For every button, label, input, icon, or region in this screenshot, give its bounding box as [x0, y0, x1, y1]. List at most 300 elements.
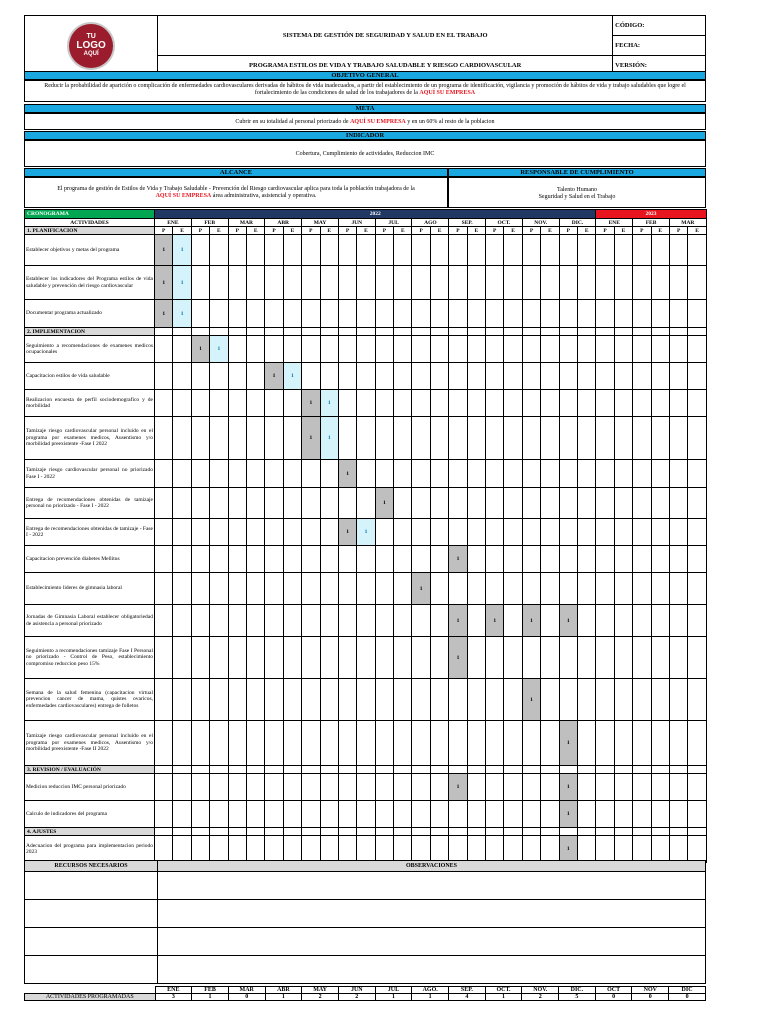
planned-cell[interactable] — [302, 235, 320, 266]
executed-cell[interactable] — [430, 460, 448, 488]
executed-cell[interactable] — [210, 417, 228, 460]
executed-cell[interactable] — [394, 488, 412, 519]
planned-cell[interactable] — [375, 573, 393, 605]
executed-cell[interactable] — [467, 300, 485, 328]
planned-cell[interactable] — [596, 573, 614, 605]
planned-cell[interactable] — [633, 774, 651, 801]
executed-cell[interactable] — [577, 801, 595, 828]
planned-cell[interactable] — [669, 637, 687, 679]
planned-cell[interactable] — [559, 488, 577, 519]
executed-cell[interactable] — [173, 519, 191, 546]
executed-cell[interactable] — [541, 460, 559, 488]
planned-cell[interactable] — [228, 235, 246, 266]
planned-cell[interactable] — [633, 390, 651, 417]
executed-cell[interactable] — [467, 363, 485, 390]
executed-cell[interactable] — [430, 488, 448, 519]
executed-cell[interactable]: 1 — [283, 363, 301, 390]
planned-cell[interactable] — [449, 721, 467, 766]
planned-cell[interactable] — [559, 573, 577, 605]
planned-cell[interactable] — [228, 721, 246, 766]
planned-cell[interactable] — [191, 774, 209, 801]
executed-cell[interactable] — [320, 721, 338, 766]
executed-cell[interactable] — [504, 519, 522, 546]
observacion-cell[interactable] — [158, 928, 706, 956]
executed-cell[interactable] — [467, 519, 485, 546]
planned-cell[interactable] — [669, 774, 687, 801]
executed-cell[interactable] — [357, 774, 375, 801]
executed-cell[interactable] — [357, 390, 375, 417]
executed-cell[interactable] — [210, 721, 228, 766]
planned-cell[interactable] — [338, 300, 356, 328]
executed-cell[interactable] — [541, 573, 559, 605]
executed-cell[interactable] — [430, 605, 448, 637]
planned-cell[interactable] — [155, 363, 173, 390]
planned-cell[interactable] — [375, 460, 393, 488]
planned-cell[interactable] — [669, 417, 687, 460]
executed-cell[interactable] — [246, 390, 264, 417]
planned-cell[interactable] — [669, 801, 687, 828]
executed-cell[interactable] — [577, 605, 595, 637]
executed-cell[interactable] — [504, 363, 522, 390]
executed-cell[interactable] — [688, 417, 706, 460]
executed-cell[interactable] — [210, 546, 228, 573]
planned-cell[interactable] — [559, 390, 577, 417]
executed-cell[interactable] — [246, 801, 264, 828]
planned-cell[interactable] — [375, 235, 393, 266]
planned-cell[interactable] — [449, 801, 467, 828]
planned-cell[interactable] — [486, 774, 504, 801]
planned-cell[interactable] — [155, 519, 173, 546]
planned-cell[interactable] — [302, 836, 320, 863]
executed-cell[interactable] — [357, 546, 375, 573]
executed-cell[interactable] — [210, 390, 228, 417]
executed-cell[interactable] — [467, 488, 485, 519]
planned-cell[interactable]: 1 — [522, 605, 540, 637]
executed-cell[interactable] — [320, 460, 338, 488]
executed-cell[interactable] — [210, 605, 228, 637]
executed-cell[interactable] — [541, 774, 559, 801]
planned-cell[interactable] — [265, 637, 283, 679]
executed-cell[interactable] — [320, 836, 338, 863]
planned-cell[interactable] — [633, 300, 651, 328]
recurso-cell[interactable] — [25, 928, 158, 956]
executed-cell[interactable] — [173, 363, 191, 390]
executed-cell[interactable] — [320, 637, 338, 679]
planned-cell[interactable] — [669, 679, 687, 721]
planned-cell[interactable] — [302, 774, 320, 801]
planned-cell[interactable] — [375, 546, 393, 573]
planned-cell[interactable] — [596, 235, 614, 266]
planned-cell[interactable] — [633, 519, 651, 546]
executed-cell[interactable] — [320, 519, 338, 546]
planned-cell[interactable]: 1 — [155, 300, 173, 328]
planned-cell[interactable] — [449, 573, 467, 605]
planned-cell[interactable] — [375, 801, 393, 828]
planned-cell[interactable] — [486, 266, 504, 300]
executed-cell[interactable] — [614, 836, 632, 863]
planned-cell[interactable] — [412, 605, 430, 637]
executed-cell[interactable] — [614, 801, 632, 828]
executed-cell[interactable] — [430, 546, 448, 573]
planned-cell[interactable] — [338, 266, 356, 300]
executed-cell[interactable] — [541, 300, 559, 328]
executed-cell[interactable] — [541, 488, 559, 519]
planned-cell[interactable] — [412, 836, 430, 863]
executed-cell[interactable] — [541, 417, 559, 460]
executed-cell[interactable] — [504, 488, 522, 519]
planned-cell[interactable] — [338, 488, 356, 519]
planned-cell[interactable] — [486, 637, 504, 679]
planned-cell[interactable] — [669, 300, 687, 328]
executed-cell[interactable] — [614, 774, 632, 801]
planned-cell[interactable] — [669, 266, 687, 300]
executed-cell[interactable] — [246, 266, 264, 300]
planned-cell[interactable] — [412, 336, 430, 363]
executed-cell[interactable] — [357, 235, 375, 266]
executed-cell[interactable] — [430, 679, 448, 721]
executed-cell[interactable] — [173, 836, 191, 863]
planned-cell[interactable] — [338, 774, 356, 801]
planned-cell[interactable] — [265, 519, 283, 546]
planned-cell[interactable] — [522, 417, 540, 460]
executed-cell[interactable] — [688, 836, 706, 863]
executed-cell[interactable] — [320, 266, 338, 300]
planned-cell[interactable] — [228, 488, 246, 519]
planned-cell[interactable] — [596, 774, 614, 801]
executed-cell[interactable] — [283, 546, 301, 573]
planned-cell[interactable]: 1 — [191, 336, 209, 363]
planned-cell[interactable] — [449, 488, 467, 519]
planned-cell[interactable] — [338, 235, 356, 266]
executed-cell[interactable] — [394, 637, 412, 679]
executed-cell[interactable] — [688, 300, 706, 328]
executed-cell[interactable] — [651, 417, 669, 460]
planned-cell[interactable] — [338, 801, 356, 828]
executed-cell[interactable] — [173, 573, 191, 605]
executed-cell[interactable] — [614, 605, 632, 637]
planned-cell[interactable] — [155, 390, 173, 417]
planned-cell[interactable] — [265, 488, 283, 519]
executed-cell[interactable] — [577, 721, 595, 766]
executed-cell[interactable] — [394, 573, 412, 605]
planned-cell[interactable] — [228, 573, 246, 605]
planned-cell[interactable] — [596, 546, 614, 573]
executed-cell[interactable] — [394, 336, 412, 363]
planned-cell[interactable] — [265, 336, 283, 363]
planned-cell[interactable] — [375, 417, 393, 460]
executed-cell[interactable] — [320, 605, 338, 637]
executed-cell[interactable] — [504, 679, 522, 721]
planned-cell[interactable] — [486, 679, 504, 721]
executed-cell[interactable] — [430, 235, 448, 266]
executed-cell[interactable] — [173, 390, 191, 417]
planned-cell[interactable] — [596, 390, 614, 417]
planned-cell[interactable] — [449, 300, 467, 328]
planned-cell[interactable] — [228, 300, 246, 328]
planned-cell[interactable] — [449, 679, 467, 721]
executed-cell[interactable] — [541, 605, 559, 637]
planned-cell[interactable] — [522, 300, 540, 328]
executed-cell[interactable] — [394, 546, 412, 573]
executed-cell[interactable] — [467, 417, 485, 460]
executed-cell[interactable] — [688, 801, 706, 828]
planned-cell[interactable] — [375, 605, 393, 637]
planned-cell[interactable] — [412, 546, 430, 573]
executed-cell[interactable] — [541, 721, 559, 766]
executed-cell[interactable] — [688, 546, 706, 573]
executed-cell[interactable] — [210, 573, 228, 605]
planned-cell[interactable] — [265, 605, 283, 637]
executed-cell[interactable] — [430, 836, 448, 863]
planned-cell[interactable] — [155, 605, 173, 637]
planned-cell[interactable] — [669, 605, 687, 637]
executed-cell[interactable] — [394, 679, 412, 721]
planned-cell[interactable] — [559, 679, 577, 721]
executed-cell[interactable] — [651, 336, 669, 363]
executed-cell[interactable] — [357, 363, 375, 390]
executed-cell[interactable] — [688, 235, 706, 266]
executed-cell[interactable] — [651, 774, 669, 801]
planned-cell[interactable] — [522, 235, 540, 266]
executed-cell[interactable] — [577, 836, 595, 863]
executed-cell[interactable] — [651, 519, 669, 546]
planned-cell[interactable] — [412, 679, 430, 721]
planned-cell[interactable] — [375, 300, 393, 328]
planned-cell[interactable] — [522, 801, 540, 828]
executed-cell[interactable] — [577, 679, 595, 721]
planned-cell[interactable] — [338, 721, 356, 766]
executed-cell[interactable]: 1 — [210, 336, 228, 363]
planned-cell[interactable] — [669, 336, 687, 363]
executed-cell[interactable] — [614, 519, 632, 546]
executed-cell[interactable] — [651, 546, 669, 573]
executed-cell[interactable] — [430, 266, 448, 300]
planned-cell[interactable] — [486, 336, 504, 363]
recurso-cell[interactable] — [25, 872, 158, 900]
planned-cell[interactable] — [522, 546, 540, 573]
executed-cell[interactable] — [283, 605, 301, 637]
executed-cell[interactable] — [504, 721, 522, 766]
executed-cell[interactable] — [430, 774, 448, 801]
planned-cell[interactable] — [228, 417, 246, 460]
planned-cell[interactable] — [633, 637, 651, 679]
planned-cell[interactable] — [522, 488, 540, 519]
planned-cell[interactable] — [265, 390, 283, 417]
executed-cell[interactable] — [210, 801, 228, 828]
executed-cell[interactable]: 1 — [320, 417, 338, 460]
executed-cell[interactable] — [467, 774, 485, 801]
planned-cell[interactable] — [412, 266, 430, 300]
executed-cell[interactable] — [467, 546, 485, 573]
planned-cell[interactable] — [302, 460, 320, 488]
executed-cell[interactable] — [246, 460, 264, 488]
executed-cell[interactable] — [504, 546, 522, 573]
executed-cell[interactable] — [467, 460, 485, 488]
planned-cell[interactable] — [596, 679, 614, 721]
planned-cell[interactable] — [633, 488, 651, 519]
executed-cell[interactable] — [614, 546, 632, 573]
planned-cell[interactable] — [338, 417, 356, 460]
executed-cell[interactable] — [394, 460, 412, 488]
planned-cell[interactable] — [412, 460, 430, 488]
executed-cell[interactable] — [283, 488, 301, 519]
planned-cell[interactable] — [486, 801, 504, 828]
executed-cell[interactable] — [577, 266, 595, 300]
executed-cell[interactable] — [504, 460, 522, 488]
executed-cell[interactable] — [357, 801, 375, 828]
planned-cell[interactable] — [191, 721, 209, 766]
executed-cell[interactable] — [173, 774, 191, 801]
executed-cell[interactable] — [688, 336, 706, 363]
planned-cell[interactable] — [302, 488, 320, 519]
planned-cell[interactable] — [302, 519, 320, 546]
planned-cell[interactable] — [265, 836, 283, 863]
planned-cell[interactable] — [228, 266, 246, 300]
executed-cell[interactable]: 1 — [357, 519, 375, 546]
planned-cell[interactable] — [449, 266, 467, 300]
planned-cell[interactable] — [228, 546, 246, 573]
executed-cell[interactable] — [577, 573, 595, 605]
executed-cell[interactable] — [504, 417, 522, 460]
executed-cell[interactable] — [467, 836, 485, 863]
executed-cell[interactable] — [357, 336, 375, 363]
executed-cell[interactable] — [614, 460, 632, 488]
executed-cell[interactable] — [430, 390, 448, 417]
executed-cell[interactable] — [320, 336, 338, 363]
executed-cell[interactable] — [651, 573, 669, 605]
executed-cell[interactable] — [246, 519, 264, 546]
planned-cell[interactable] — [669, 836, 687, 863]
planned-cell[interactable] — [375, 519, 393, 546]
executed-cell[interactable] — [541, 266, 559, 300]
planned-cell[interactable] — [669, 546, 687, 573]
executed-cell[interactable] — [394, 836, 412, 863]
executed-cell[interactable] — [394, 300, 412, 328]
executed-cell[interactable] — [688, 637, 706, 679]
planned-cell[interactable] — [155, 417, 173, 460]
planned-cell[interactable] — [486, 363, 504, 390]
planned-cell[interactable] — [228, 836, 246, 863]
planned-cell[interactable] — [412, 637, 430, 679]
executed-cell[interactable] — [651, 363, 669, 390]
executed-cell[interactable] — [210, 363, 228, 390]
executed-cell[interactable] — [577, 390, 595, 417]
planned-cell[interactable]: 1 — [559, 836, 577, 863]
executed-cell[interactable] — [614, 363, 632, 390]
planned-cell[interactable] — [669, 363, 687, 390]
executed-cell[interactable] — [541, 390, 559, 417]
planned-cell[interactable]: 1 — [338, 460, 356, 488]
planned-cell[interactable] — [522, 774, 540, 801]
executed-cell[interactable] — [614, 390, 632, 417]
executed-cell[interactable] — [394, 721, 412, 766]
planned-cell[interactable]: 1 — [559, 801, 577, 828]
executed-cell[interactable] — [283, 460, 301, 488]
observacion-cell[interactable] — [158, 900, 706, 928]
planned-cell[interactable] — [228, 605, 246, 637]
executed-cell[interactable] — [504, 300, 522, 328]
planned-cell[interactable] — [559, 546, 577, 573]
executed-cell[interactable] — [688, 519, 706, 546]
executed-cell[interactable] — [246, 336, 264, 363]
executed-cell[interactable] — [688, 721, 706, 766]
planned-cell[interactable] — [302, 336, 320, 363]
executed-cell[interactable] — [394, 605, 412, 637]
executed-cell[interactable] — [467, 336, 485, 363]
planned-cell[interactable] — [522, 637, 540, 679]
executed-cell[interactable] — [651, 390, 669, 417]
executed-cell[interactable] — [651, 235, 669, 266]
executed-cell[interactable] — [614, 488, 632, 519]
planned-cell[interactable]: 1 — [559, 774, 577, 801]
planned-cell[interactable] — [522, 363, 540, 390]
planned-cell[interactable] — [228, 774, 246, 801]
planned-cell[interactable] — [338, 546, 356, 573]
planned-cell[interactable] — [449, 235, 467, 266]
planned-cell[interactable] — [559, 235, 577, 266]
executed-cell[interactable] — [467, 679, 485, 721]
planned-cell[interactable] — [633, 721, 651, 766]
planned-cell[interactable] — [265, 774, 283, 801]
planned-cell[interactable]: 1 — [559, 721, 577, 766]
executed-cell[interactable] — [467, 801, 485, 828]
planned-cell[interactable] — [191, 460, 209, 488]
planned-cell[interactable] — [338, 363, 356, 390]
executed-cell[interactable] — [430, 637, 448, 679]
planned-cell[interactable] — [412, 774, 430, 801]
executed-cell[interactable] — [688, 363, 706, 390]
planned-cell[interactable] — [559, 460, 577, 488]
executed-cell[interactable] — [320, 363, 338, 390]
planned-cell[interactable] — [596, 300, 614, 328]
executed-cell[interactable] — [283, 519, 301, 546]
executed-cell[interactable] — [688, 679, 706, 721]
planned-cell[interactable] — [265, 300, 283, 328]
executed-cell[interactable] — [651, 266, 669, 300]
executed-cell[interactable] — [357, 266, 375, 300]
planned-cell[interactable] — [559, 417, 577, 460]
executed-cell[interactable] — [504, 235, 522, 266]
executed-cell[interactable] — [173, 336, 191, 363]
planned-cell[interactable] — [191, 300, 209, 328]
planned-cell[interactable]: 1 — [559, 605, 577, 637]
executed-cell[interactable] — [173, 488, 191, 519]
planned-cell[interactable] — [265, 266, 283, 300]
executed-cell[interactable] — [320, 546, 338, 573]
planned-cell[interactable] — [449, 336, 467, 363]
executed-cell[interactable] — [357, 573, 375, 605]
executed-cell[interactable] — [614, 300, 632, 328]
planned-cell[interactable] — [375, 679, 393, 721]
planned-cell[interactable] — [228, 336, 246, 363]
planned-cell[interactable] — [375, 637, 393, 679]
planned-cell[interactable] — [449, 417, 467, 460]
planned-cell[interactable] — [155, 460, 173, 488]
executed-cell[interactable] — [577, 546, 595, 573]
executed-cell[interactable] — [688, 266, 706, 300]
planned-cell[interactable] — [449, 460, 467, 488]
executed-cell[interactable] — [283, 801, 301, 828]
executed-cell[interactable] — [173, 637, 191, 679]
executed-cell[interactable] — [614, 721, 632, 766]
executed-cell[interactable] — [357, 637, 375, 679]
planned-cell[interactable]: 1 — [522, 679, 540, 721]
executed-cell[interactable] — [430, 519, 448, 546]
executed-cell[interactable] — [320, 235, 338, 266]
planned-cell[interactable] — [669, 573, 687, 605]
planned-cell[interactable] — [633, 363, 651, 390]
executed-cell[interactable] — [504, 836, 522, 863]
